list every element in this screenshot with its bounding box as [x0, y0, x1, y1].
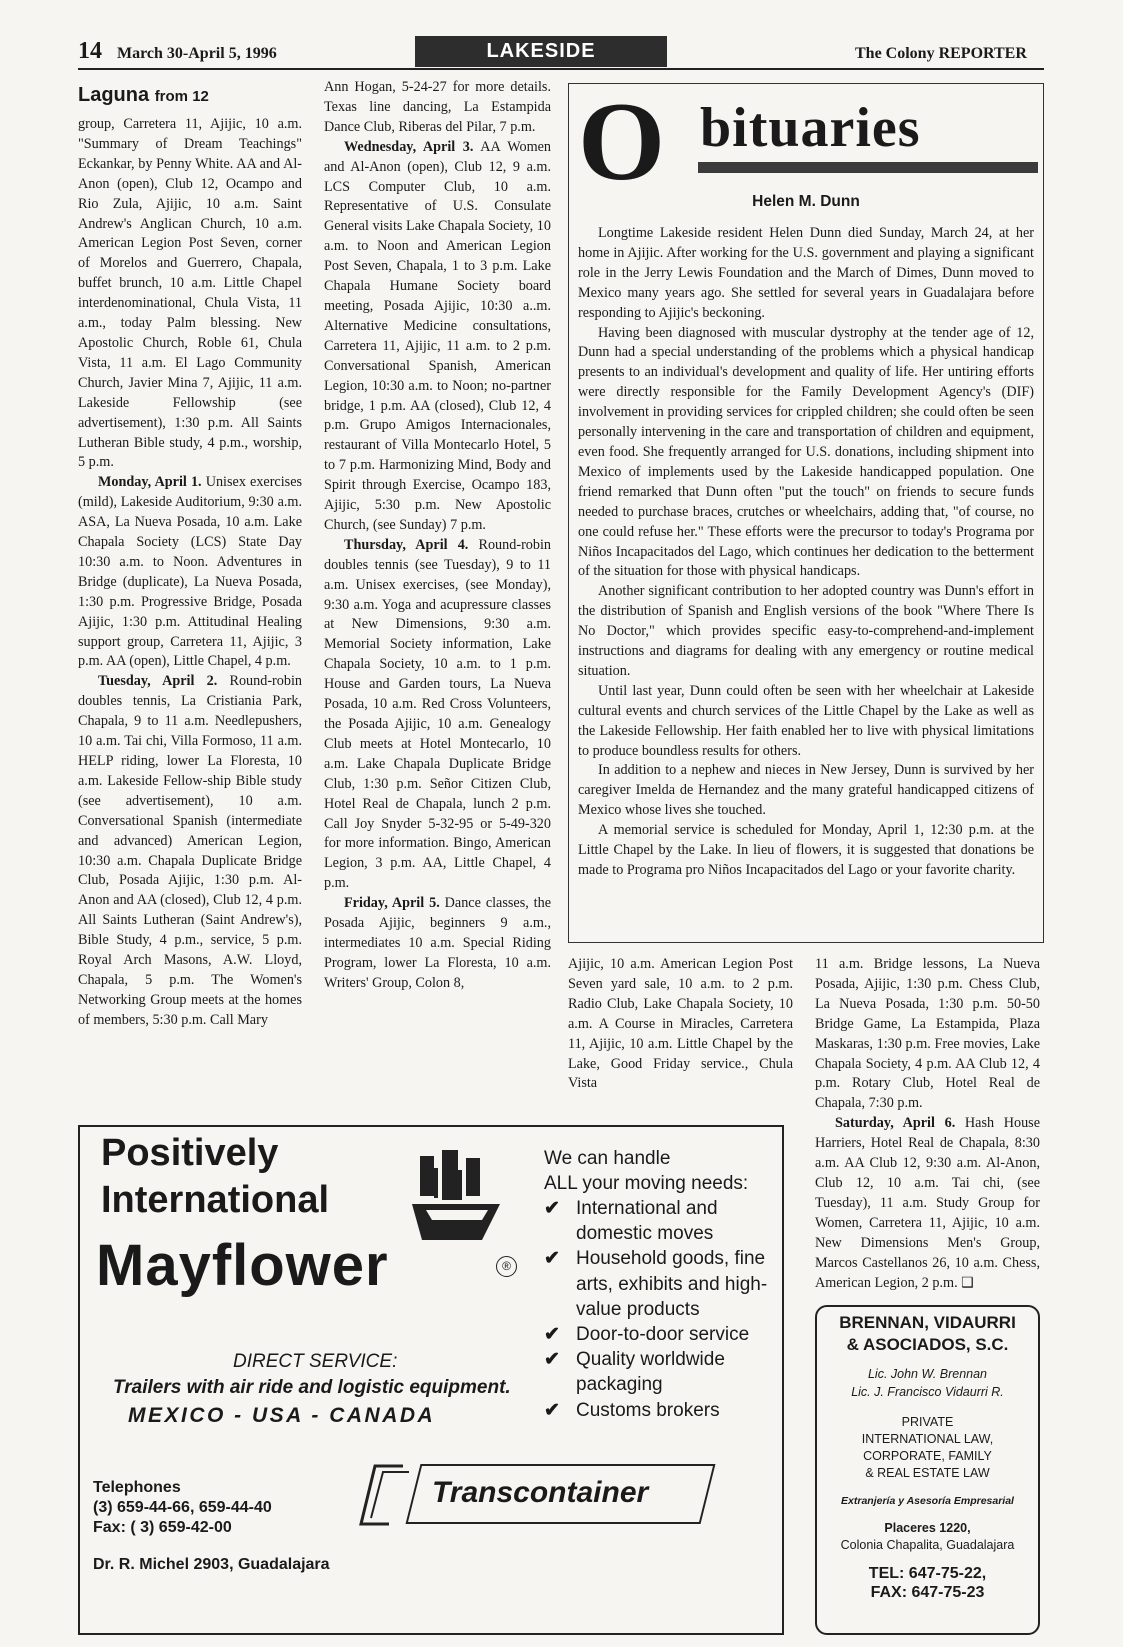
calendar-entry	[815, 955, 1040, 1114]
service-item	[544, 1322, 784, 1347]
firm-tagline: Extranjería y Asesoría Empresarial	[841, 1495, 1014, 1507]
publication-name: The Colony REPORTER	[855, 45, 1027, 62]
calendar-entry	[78, 115, 302, 473]
calendar-entry	[324, 894, 551, 994]
ad-intro-line-1: We can handle	[544, 1148, 671, 1169]
issue-date: March 30-April 5, 1996	[117, 45, 277, 62]
calendar-day-heading: Tuesday, April 2.	[98, 673, 218, 690]
check-icon: ✔	[544, 1248, 560, 1270]
calendar-entry	[324, 78, 551, 138]
service-item-text: Household goods, fine arts, exhibits and high-value products	[576, 1248, 768, 1320]
obituary-paragraph: A memorial service is scheduled for Monday, April 1, 12:30 p.m. at the Little Chapel by the Lake. In lieu of flowers, it is suggested that donations be made to Programa pro Niños Incapacitados del Lago or your favorite charity.	[578, 822, 1034, 878]
obituary-paragraph: Longtime Lakeside resident Helen Dunn died Sunday, March 24, at her home in Ajijic. After working for the U.S. government and playing a significant role in the Jerry Lewis Foundation and the March of Dimes, Dunn moved to Mexico many years ago. She settled for several years in Guadalajara before responding to Ajijic's beckoning.	[578, 225, 1034, 321]
obituary-paragraph: Until last year, Dunn could often be seen with her wheelchair at Lakeside cultural events and church services of the Little Chapel by the Lake as well as the Lakeside Fellowship. Her faith enabled her to live with physical limitations to produce boundless results for others.	[578, 682, 1034, 759]
calendar-entry-text: Ann Hogan, 5-24-27 for more details. Texas line dancing, La Estampida Dance Club, Riberas del Pilar, 7 p.m.	[324, 79, 551, 135]
obituaries-title-initial: O	[578, 80, 666, 204]
calendar-entry-text: Round-robin doubles tennis (see Tuesday), 9 to 11 a.m. Unisex exercises, (see Monday), 9:30 a.m. Yoga and acupressure classes at New Dimensions, 9:30 a.m. Memorial Society information, Lake Chapala Society, 10 a.m. to 1 p.m. House and Garden tours, La Nueva Posada, 10 a.m. Red Cross Volunteers, the Posada Ajijic, 10 a.m. Genealogy Club meets at Hotel Montecarlo, 10 a.m. Lake Chapala Duplicate Bridge Club, 1:30 p.m. Señor Citizen Club, Hotel Real de Chapala, lunch 2 p.m. Call Joy Snyder 5-32-95 or 5-49-320 for more information. Bingo, American Legion, 3 p.m. AA, Little Chapel, 4 p.m.	[324, 536, 551, 892]
ad-headline	[101, 1130, 329, 1224]
lawyer-2: Lic. J. Francisco Vidaurri R.	[851, 1385, 1004, 1399]
firm-tel: TEL: 647-75-22,	[868, 1565, 987, 1582]
countries-text: MEXICO - USA - CANADA	[128, 1404, 436, 1427]
obituary-paragraph: In addition to a nephew and nieces in New Jersey, Dunn is survived by her caregiver Imelda de Hernandez and the many grateful handicapped citizens of Mexico whose lives she touched.	[578, 762, 1034, 819]
service-item-text: Customs brokers	[576, 1399, 720, 1421]
calendar-column-1	[78, 115, 302, 1095]
service-item-text: Quality worldwide packaging	[576, 1349, 725, 1396]
ad-headline-line-2: International	[101, 1179, 330, 1221]
specialty-1: PRIVATE	[901, 1415, 954, 1429]
calendar-entry-text: 11 a.m. Bridge lessons, La Nueva Posada, Ajijic, 1:30 p.m. Chess Club, La Nueva Posada, 1:30 p.m. 50-50 Bridge Game, La Estampida, Plaza Maskaras, 1:30 p.m. Free movies, Lake Chapala Society, 4 p.m. AA Club 12, 4 p.m. Rotary Club, Hotel Real de Chapala, 7:30 p.m.	[815, 956, 1040, 1112]
page-number: 14	[78, 38, 102, 64]
calendar-entry-text: Hash House Harriers, Hotel Real de Chapala, 8:30 a.m. AA Club 12, 9:30 a.m. Al-Anon, Club 12, 10 a.m. Tai chi, (see Tuesday), 11 a.m. Study Group for Women, Carretera 11, Ajijic, 10 a.m. New Dimensions Men's Group, Marcos Castellanos 26, 10 a.m. Chess, American Legion, 2 p.m. ❑	[815, 1115, 1040, 1291]
mayflower-wordmark: Mayflower	[96, 1233, 389, 1298]
calendar-entry	[815, 1114, 1040, 1293]
service-item-text: Door-to-door service	[576, 1324, 750, 1346]
calendar-entry: Ajijic, 10 a.m. American Legion Post Seven yard sale, 10 a.m. to 2 p.m. Radio Club, Lake Chapala Society, 10 a.m. A Course in Miracles, Carretera 11, Ajijic, 10 a.m. Little Chapel by the Lake, Good Friday service., Chula Vista	[568, 956, 793, 1092]
firm-name-line-2: & ASOCIADOS, S.C.	[846, 1335, 1009, 1354]
calendar-column-3	[568, 955, 793, 1100]
firm-fax: FAX: 647-75-23	[870, 1584, 985, 1601]
obituary-name: Helen M. Dunn	[752, 193, 860, 210]
ad-contact	[93, 1478, 272, 1538]
service-item	[544, 1398, 784, 1423]
firm-area: Colonia Chapalita, Guadalajara	[840, 1538, 1015, 1552]
section-banner: LAKESIDE	[415, 36, 667, 67]
jump-title: Laguna	[78, 84, 150, 106]
check-icon: ✔	[544, 1324, 560, 1346]
calendar-day-heading: Friday, April 5.	[344, 895, 440, 912]
check-icon: ✔	[544, 1198, 560, 1219]
direct-service-label: DIRECT SERVICE:	[233, 1351, 398, 1372]
calendar-day-heading: Thursday, April 4.	[344, 536, 469, 553]
ship-logo-icon	[412, 1148, 502, 1248]
jump-continued-from: from 12	[154, 88, 209, 105]
check-icon: ✔	[544, 1399, 560, 1421]
calendar-entry-text: Round-robin doubles tennis, La Cristiania Park, Chapala, 9 to 11 a.m. Needlepushers, 10 a.m. Tai chi, Villa Formoso, 11 a.m. HELP riding, lower La Floresta, 10 a.m. Lakeside Fellow-ship Bible study (see advertisement), 10 a.m. Conversational Spanish (intermediate and advanced) American Legion, 10:30 a.m. Chapala Duplicate Bridge Club, Posada Ajijic, 1:30 p.m. Al-Anon and AA (closed), Club 12, 4 p.m. All Saints Lutheran (Saint Andrew's), Bible Study, 4 p.m., service, 5 p.m. Royal Arch Masons, A.W. Lloyd, Chapala, 5 p.m. The Women's Networking Group meets at the homes of members, 5:30 p.m. Call Mary	[78, 673, 302, 1028]
calendar-entry-text: Unisex exercises (mild), Lakeside Auditorium, 9:30 a.m. ASA, La Nueva Posada, 10 a.m. Lake Chapala Society (LCS) State Day 10:30 a.m. to Noon. Adventures in Bridge (duplicate), La Nueva Posada, 1:30 p.m. Progressive Bridge, Posada Ajijic, 1:30 p.m. Attitudinal Healing support group, Carretera 11, Ajijic, 3 p.m. AA (open), Little Chapel, 4 p.m.	[78, 474, 302, 670]
calendar-column-4	[815, 955, 1040, 1295]
obituary-paragraph: Having been diagnosed with muscular dystrophy at the tender age of 12, Dunn had a special understanding of the problems which a physical handicap presents to an individual's development and quality of life. Her untiring efforts were directly responsible for the Family Development Agency's (DIF) involvement in providing services for crippled children; she could often be seen personally intervening in the care and transportation of children and equipment, even food. She frequently arranged for U.S. donations, including shipment into Mexico of implements used by the Lakeside handicapped population. One friend remarked that Dunn often "put the touch" on friends to secure funds needed to purchase braces, crutches or wheelchairs, adding that, "of course, no one could refuse her." These efforts were the precursor to today's Programa por Niños Incapacitados del Lago, which continues her dedication to the betterment of the situation for those with physical handicaps.	[578, 324, 1034, 580]
obituary-body	[578, 224, 1034, 939]
check-icon: ✔	[544, 1349, 560, 1371]
calendar-day-heading: Saturday, April 6.	[835, 1115, 956, 1132]
calendar-jump-head	[78, 84, 209, 107]
calendar-entry	[324, 138, 551, 536]
service-item	[544, 1196, 784, 1246]
obituaries-title-bar	[698, 162, 1038, 173]
header-rule	[78, 68, 1044, 70]
services-list	[544, 1196, 784, 1423]
calendar-day-heading: Wednesday, April 3.	[344, 138, 474, 155]
service-item	[544, 1347, 784, 1397]
obituaries-title: bituaries	[700, 97, 921, 159]
specialty-2: INTERNATIONAL LAW,	[861, 1432, 994, 1446]
fax-number: Fax: ( 3) 659-42-00	[93, 1519, 232, 1536]
firm-street: Placeres 1220,	[884, 1521, 971, 1535]
calendar-entry-text: Dance classes, the Posada Ajijic, beginners 9 a.m., intermediates 10 a.m. Special Riding Program, lower La Floresta, 10 a.m. Writers' Group, Colon 8,	[324, 895, 551, 991]
firm-name-line-1: BRENNAN, VIDAURRI	[839, 1313, 1016, 1332]
calendar-column-2	[324, 78, 551, 1100]
phones-label: Telephones	[93, 1479, 181, 1496]
law-firm-ad	[815, 1305, 1040, 1635]
specialty-3: CORPORATE, FAMILY	[863, 1449, 992, 1463]
specialty-4: & REAL ESTATE LAW	[865, 1466, 990, 1480]
trailers-text: Trailers with air ride and logistic equipment.	[113, 1377, 511, 1398]
phone-numbers: (3) 659-44-66, 659-44-40	[93, 1499, 272, 1516]
ad-intro	[544, 1146, 748, 1196]
calendar-entry	[78, 473, 302, 672]
ad-address: Dr. R. Michel 2903, Guadalajara	[93, 1556, 330, 1573]
lawyer-1: Lic. John W. Brennan	[867, 1367, 988, 1381]
registered-mark: ®	[496, 1256, 517, 1277]
calendar-entry	[78, 672, 302, 1030]
service-item	[544, 1246, 784, 1322]
calendar-entry-text: group, Carretera 11, Ajijic, 10 a.m. "Summary of Dream Teachings" Eckankar, by Penny White. AA and Al-Anon (open), Club 12, Ocampo and Rio Zula, Ajijic, 10 a.m. Saint Andrew's Anglican Church, 10 a.m. American Legion Post Seven, corner of Morelos and Guerrero, Chapala, buffet brunch, 10 a.m. Little Chapel interdenominational, Chula Vista, 11 a.m., today Palm blessing. New Apostolic Church, Roble 61, Chula Vista, 11 a.m. El Lago Community Church, Javier Mina 7, Ajijic, 11 a.m. Lakeside Fellowship (see advertisement), 1:30 p.m. All Saints Lutheran Bible study, 4 p.m., worship, 5 p.m.	[78, 116, 302, 471]
service-item-text: International and domestic moves	[576, 1198, 718, 1245]
transcontainer-logo: Transcontainer	[432, 1476, 649, 1509]
calendar-entry-text: AA Women and Al-Anon (open), Club 12, 9 a.m. LCS Computer Club, 10 a.m. Representative of U.S. Consulate General visits Lake Chapala Society, 10 a.m. to Noon and American Legion Post Seven, Chapala, 1 to 3 p.m. Lake Chapala Humane Society board meeting, Posada Ajijic, 10:30 a..m. Alternative Medicine consultations, Carretera 11, Ajijic, 11 a.m. to 2 p.m. Conversational Spanish, American Legion, 10:30 a.m. to Noon; no-partner bridge, 1 p.m. AA (closed), Club 12, 4 p.m. Grupo Amigos Internacionales, restaurant of Villa Montecarlo Hotel, 5 to 7 p.m. Harmonizing Mind, Body and Spirit through Exercise, Ocampo 183, Ajijic, 5:30 p.m. New Apostolic Church, (see Sunday) 7 p.m.	[324, 138, 551, 533]
calendar-entry	[324, 536, 551, 894]
obituary-paragraph: Another significant contribution to her adopted country was Dunn's effort in the distribution of Spanish and English versions of the book "Where There Is No Doctor," which provides specific easy-to-comprehend-and-implement instructions and diagrams for dealing with any emergency or routine medical situation.	[578, 583, 1034, 679]
calendar-day-heading: Monday, April 1.	[98, 474, 202, 491]
ad-headline-line-1: Positively	[101, 1132, 279, 1174]
ad-intro-line-2: ALL your moving needs:	[544, 1173, 749, 1194]
